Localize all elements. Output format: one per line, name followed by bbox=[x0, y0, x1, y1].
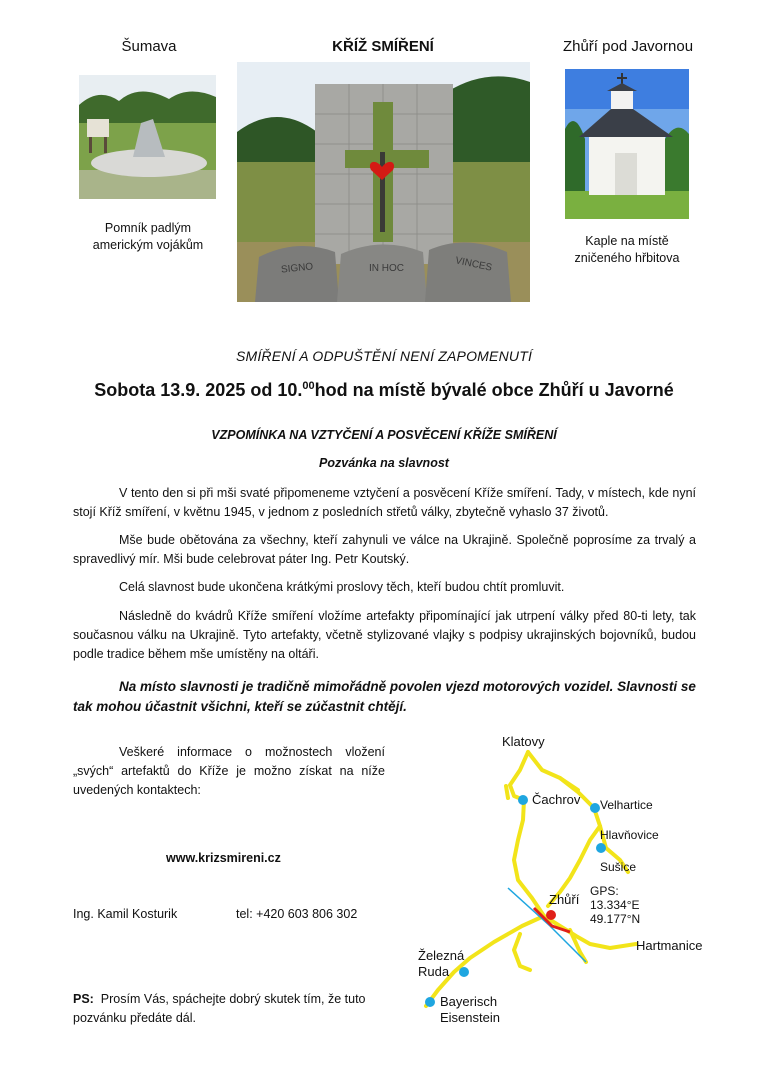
stone-label-vinces: VINCES bbox=[454, 255, 493, 274]
center-title: KŘÍŽ SMÍŘENÍ bbox=[332, 38, 434, 55]
left-caption-line2: americkým vojákům bbox=[92, 238, 204, 252]
zhuri-marker bbox=[546, 910, 556, 920]
ps-note bbox=[73, 990, 385, 1028]
left-caption-line1: Pomník padlým bbox=[104, 221, 192, 235]
left-title: Šumava bbox=[121, 38, 177, 55]
map-label-cachrov: Čachrov bbox=[532, 792, 581, 807]
left-caption bbox=[72, 220, 224, 254]
map-gps-block bbox=[590, 884, 640, 926]
map-gps-label: GPS: bbox=[590, 884, 619, 898]
right-caption-line1: Kaple na místě bbox=[585, 234, 669, 248]
map-svg bbox=[410, 730, 720, 1030]
map-label-zelezna-ruda bbox=[418, 948, 464, 980]
dateline-minutes: 00 bbox=[302, 380, 315, 392]
map-label-eisenstein: Eisenstein bbox=[440, 1010, 500, 1025]
info-text: Veškeré informace o možnostech vložení „svých“ artefaktů do Kříže je možno získat na níže uvedených kontaktech: bbox=[73, 745, 385, 797]
chapel-image bbox=[565, 69, 689, 219]
paragraph-1-text: V tento den si při mši svaté připomeneme vztyčení a posvěcení Kříže smíření. Tady, v místech, kde nyní stojí Kříž smíření, v květnu 1945, v jednom z posledních střetů války, zbytečně vyhaslo 37 životů. bbox=[73, 486, 696, 519]
map-label-ruda: Ruda bbox=[418, 964, 450, 979]
dateline-date: Sobota 13.9. 2025 od 10. bbox=[94, 380, 303, 400]
map-gps-n: 49.177°N bbox=[590, 912, 641, 926]
vehicle-access-note bbox=[73, 677, 696, 717]
right-title: Zhůří pod Javornou bbox=[562, 38, 694, 55]
paragraph-1 bbox=[73, 484, 696, 522]
memorial-photo bbox=[79, 75, 216, 199]
map-label-velhartice: Velhartice bbox=[600, 798, 653, 812]
slogan: SMÍŘENÍ A ODPUŠTĚNÍ NENÍ ZAPOMENUTÍ bbox=[235, 348, 533, 364]
vehicle-access-text: Na místo slavnosti je tradičně mimořádně povolen vjezd motorových vozidel. Slavnosti se tak mohou účastnit všichni, kteří se zúčastnit chtějí. bbox=[73, 679, 696, 714]
invitation-heading: Pozvánka na slavnost bbox=[319, 456, 449, 470]
paragraph-4 bbox=[73, 607, 696, 664]
right-caption-line2: zničeného hřbitova bbox=[574, 251, 680, 265]
map-label-klatovy: Klatovy bbox=[502, 734, 545, 749]
ps-text: Prosím Vás, spáchejte dobrý skutek tím, že tuto pozvánku předáte dál. bbox=[73, 992, 366, 1025]
contact-phone[interactable]: tel: +420 603 806 302 bbox=[236, 907, 358, 921]
paragraph-2-text: Mše bude obětována za všechny, kteří zahynuli ve válce na Ukrajině. Společně poprosíme za trvalý a spravedlivý mír. Mši bude celebrovat páter Ing. Petr Koutský. bbox=[73, 533, 696, 566]
paragraph-2 bbox=[73, 531, 696, 569]
ps-label: PS: bbox=[73, 992, 94, 1006]
subtitle: VZPOMÍNKA NA VZTYČENÍ A POSVĚCENÍ KŘÍŽE SMÍŘENÍ bbox=[211, 428, 557, 442]
map-label-bayerisch-eisenstein bbox=[440, 994, 500, 1026]
map-label-susice: Sušice bbox=[600, 860, 637, 874]
contact-name: Ing. Kamil Kosturik bbox=[73, 907, 178, 921]
map-label-zhuri: Zhůří bbox=[549, 892, 580, 907]
chapel-photo bbox=[565, 69, 689, 219]
map-label-hlavnovice: Hlavňovice bbox=[600, 828, 659, 842]
paragraph-3 bbox=[73, 578, 696, 597]
map-label-hartmanice: Hartmanice bbox=[636, 938, 703, 953]
map-label-zelezna: Železná bbox=[418, 948, 465, 963]
event-dateline bbox=[0, 380, 768, 401]
website-link[interactable]: www.krizsmireni.cz bbox=[166, 851, 281, 865]
memorial-image bbox=[79, 75, 216, 199]
dateline-place: hod na místě bývalé obce Zhůří u Javorné bbox=[314, 380, 674, 400]
info-paragraph bbox=[73, 743, 385, 800]
right-caption bbox=[560, 233, 694, 267]
stone-label-in-hoc: IN HOC bbox=[369, 263, 404, 274]
paragraph-4-text: Následně do kvádrů Kříže smíření vložíme artefakty připomínající jak utrpení války před 80-ti lety, tak současnou válku na Ukrajině. Tyto artefakty, včetně stylizované vlajky s podpisy ukrajinských bojovníků, budou podle tradice během mše umístěny na oltáři. bbox=[73, 609, 696, 661]
map-gps-e: 13.334°E bbox=[590, 898, 640, 912]
cross-photo bbox=[237, 62, 530, 302]
paragraph-3-text: Celá slavnost bude ukončena krátkými proslovy těch, kteří budou chtít promluvit. bbox=[119, 580, 565, 594]
location-map bbox=[410, 730, 720, 1030]
map-label-bayerisch: Bayerisch bbox=[440, 994, 498, 1009]
stone-label-signo: SIGNO bbox=[280, 261, 314, 276]
